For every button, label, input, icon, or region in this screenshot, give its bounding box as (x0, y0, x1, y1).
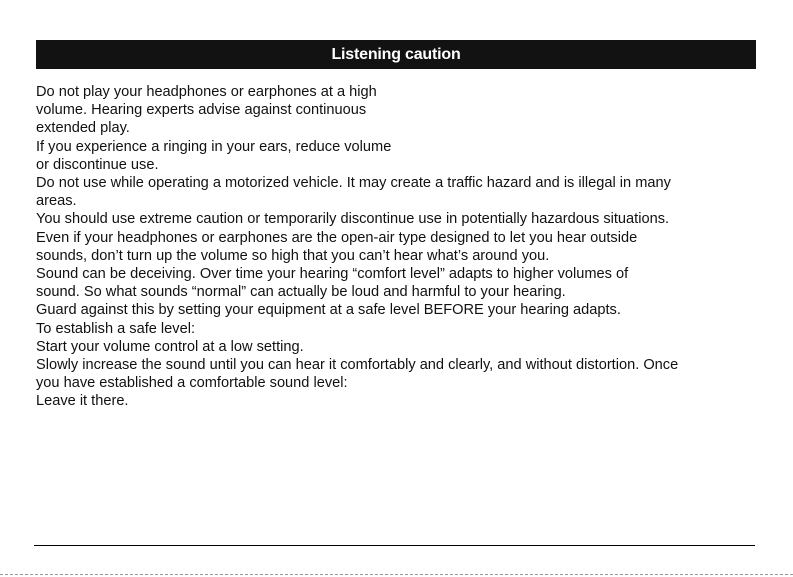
text-line: Do not use while operating a motorized vehicle. It may create a traffic hazard and is illegal in many (36, 175, 671, 192)
caution-text-block (36, 83, 761, 411)
text-line: Guard against this by setting your equipment at a safe level BEFORE your hearing adapts. (36, 302, 621, 319)
text-line: Start your volume control at a low setting. (36, 338, 304, 355)
text-line: sounds, don’t turn up the volume so high that you can’t hear what’s around you. (36, 247, 550, 264)
text-line: extended play. (36, 120, 130, 137)
bottom-divider (34, 545, 755, 546)
text-line: Even if your headphones or earphones are the open-air type designed to let you hear outside (36, 229, 638, 246)
text-line: you have established a comfortable sound level: (36, 375, 348, 392)
text-line: sound. So what sounds “normal” can actually be loud and harmful to your hearing. (36, 284, 566, 301)
text-line: Slowly increase the sound until you can hear it comfortably and clearly, and without distortion. Once (36, 357, 679, 374)
text-line: areas. (36, 193, 77, 210)
text-line: Do not play your headphones or earphones at a high (36, 84, 377, 100)
text-line: You should use extreme caution or temporarily discontinue use in potentially hazardous situations. (36, 211, 670, 228)
page-edge-divider (0, 574, 793, 575)
text-line: Leave it there. (36, 393, 129, 410)
page-title: Listening caution (331, 45, 461, 63)
title-bar (36, 40, 756, 69)
text-line: To establish a safe level: (36, 320, 195, 337)
text-line: or discontinue use. (36, 156, 159, 173)
text-line: volume. Hearing experts advise against continuous (36, 102, 367, 119)
text-line: If you experience a ringing in your ears, reduce volume (36, 138, 392, 155)
text-line: Sound can be deceiving. Over time your hearing “comfort level” adapts to higher volumes of (36, 266, 629, 283)
